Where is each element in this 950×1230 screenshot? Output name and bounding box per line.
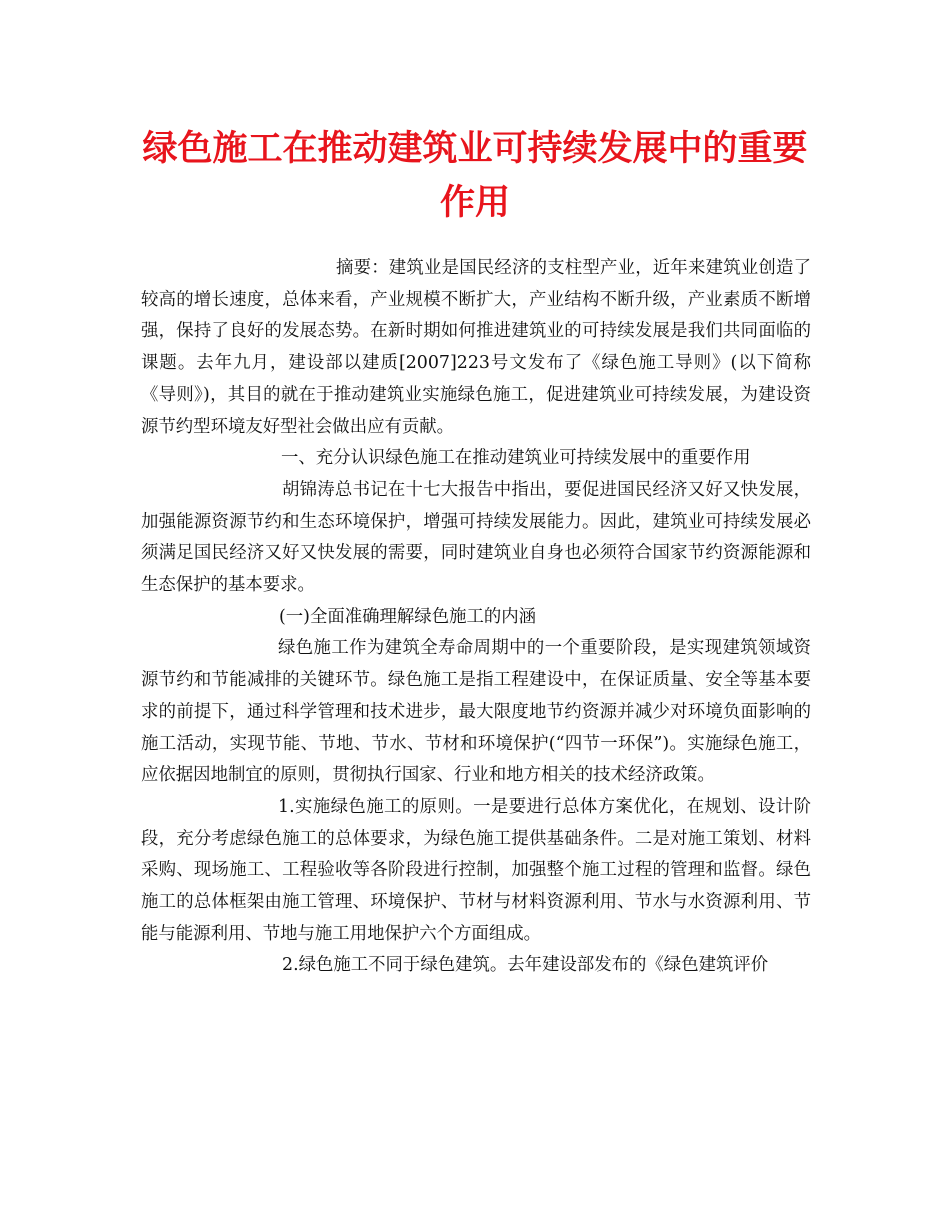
document-title xyxy=(120,122,830,230)
title-line-1: 绿色施工在推动建筑业可持续发展中的重要 xyxy=(142,128,808,169)
numbered-paragraph-2: 2.绿色施工不同于绿色建筑。去年建设部发布的《绿色建筑评价 xyxy=(282,955,769,976)
abstract-paragraph: 摘要：建筑业是国民经济的支柱型产业，近年来建筑业创造了较高的增长速度，总体来看，产业规模不断扩大，产业结构不断升级，产业素质不断增强，保持了良好的发展态势。在新时期如何推进建筑业的可持续发展是我们共同面临的课题。去年九月，建设部以建质[2007]223号文发布了《绿色施工导则》(以下简称《导则》)，其目的就在于推动建筑业实施绿色施工，促进建筑业可持续发展，为建设资源节约型环境友好型社会做出应有贡献。 xyxy=(141,258,811,437)
body-paragraph: 胡锦涛总书记在十七大报告中指出，要促进国民经济又好又快发展，加强能源资源节约和生态环境保护，增强可持续发展能力。因此，建筑业可持续发展必须满足国民经济又好又快发展的需要，同时建筑业自身也必须符合国家节约资源能源和生态保护的基本要求。 xyxy=(141,479,811,596)
body-paragraph: 绿色施工作为建筑全寿命周期中的一个重要阶段，是实现建筑领域资源节约和节能减排的关键环节。绿色施工是指工程建设中，在保证质量、安全等基本要求的前提下，通过科学管理和技术进步，最大限度地节约资源并减少对环境负面影响的施工活动，实现节能、节地、节水、节材和环境保护(“四节一环保”)。实施绿色施工，应依据因地制宜的原则，贯彻执行国家、行业和地方相关的技术经济政策。 xyxy=(141,638,811,786)
title-line-2: 作用 xyxy=(439,182,510,223)
subsection-heading-1: (一)全面准确理解绿色施工的内涵 xyxy=(279,606,537,627)
document-body xyxy=(141,253,811,982)
section-heading-1: 一、充分认识绿色施工在推动建筑业可持续发展中的重要作用 xyxy=(281,448,751,469)
numbered-paragraph-1: 1.实施绿色施工的原则。一是要进行总体方案优化，在规划、设计阶段，充分考虑绿色施工的总体要求，为绿色施工提供基础条件。二是对施工策划、材料采购、现场施工、工程验收等各阶段进行控制，加强整个施工过程的管理和监督。绿色施工的总体框架由施工管理、环境保护、节材与材料资源利用、节水与水资源利用、节能与能源利用、节地与施工用地保护六个方面组成。 xyxy=(141,796,811,944)
